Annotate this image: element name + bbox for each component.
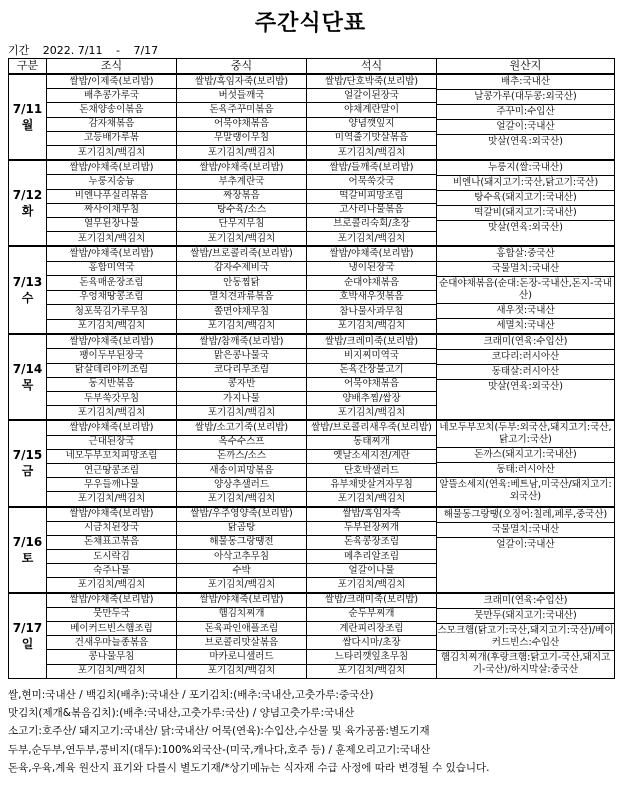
dinner-item: 쌀밥/흑임자죽 [307,507,437,522]
breakfast-item: 배추콩가루국 [47,89,177,103]
dinner-item: 옛날소세지전/계란 [307,449,437,463]
origin-item: 햄김치찌개(후랑크햄:닭고기-국산,돼지고기-국산)/하지막살:중국산 [440,651,611,675]
lunch-item: 감자수제비국 [177,261,307,275]
day-cell: 7/15 금 [9,420,47,506]
note-line: 돈육,우육,계육 원산지 표기와 다를시 별도기재/*상기메뉴는 식자재 수급 사정에 따라 변경될 수 있습니다. [8,761,490,774]
lunch-item: 포기김치/백김치 [177,578,307,593]
breakfast-item: 비엔나푸실리볶음 [47,189,177,203]
note-line: 맛김치(제개&볶음김치):(배추:국내산,고춧가루:국산) / 양념고춧가루:국내산 [8,707,355,720]
lunch-item: 해물동그랑땡전 [177,535,307,549]
breakfast-item: 홍합미역국 [47,261,177,275]
period [8,42,168,58]
period-dash: - [115,44,120,57]
menu-row [9,74,615,89]
dinner-item: 유부채맛살겨자무침 [307,478,437,492]
lunch-item: 포기김치/백김치 [177,664,307,678]
breakfast-item: 숙주나물 [47,564,177,578]
breakfast-item: 우엉채땅콩조림 [47,290,177,304]
origin-item: 비엔나(돼지고기:국산,닭고기:국산) [437,176,614,191]
lunch-item: 돈육주꾸미볶음 [177,103,307,117]
breakfast-item: 포기김치/백김치 [47,406,177,421]
lunch-item: 무말랭이무침 [177,131,307,145]
origin-item: 얼갈이:국내산 [496,538,555,550]
origin-item: 네모두부꼬치(두부:외국산,돼지고기:국산,닭고기:국산) [437,421,614,448]
header-breakfast: 조식 [47,59,177,75]
lunch-item: 수박 [177,564,307,578]
lunch-item: 버섯들깨국 [177,89,307,103]
breakfast-item: 베이커드빈스햄조림 [47,622,177,636]
dinner-item: 순두부찌개 [307,607,437,621]
lunch-item: 돈육파인애플조림 [177,622,307,636]
breakfast-item: 시금치된장국 [47,521,177,535]
lunch-item: 양상추샐러드 [177,478,307,492]
dinner-item: 브로콜리숙회/초장 [307,217,437,231]
dinner-item: 얼갈이나물 [307,564,437,578]
lunch-item: 멸치견과류볶음 [177,290,307,304]
day-cell: 7/11 월 [9,74,47,160]
lunch-item: 짜장볶음 [177,189,307,203]
dinner-item: 냉이된장국 [307,261,437,275]
day-cell: 7/13 수 [9,246,47,334]
lunch-item: 닭곰탕 [177,521,307,535]
dinner-item: 야채계란말이 [307,103,437,117]
lunch-item: 포기김치/백김치 [177,232,307,247]
lunch-item: 쌀밥/참깨죽(보리밥) [177,334,307,349]
lunch-item: 쌀밥/야채죽(보리밥) [177,593,307,608]
dinner-item: 호박새우젓볶음 [307,290,437,304]
origin-item: 크래미(연육:수입산) [437,335,614,350]
lunch-item: 부추계란국 [177,175,307,189]
dinner-item: 쌀밥/들깨죽(보리밥) [307,160,437,175]
dinner-item: 포기김치/백김치 [307,232,437,247]
dinner-item: 메추리알조림 [307,550,437,564]
origin-item: 돈까스(돼지고기:국내산) [437,448,614,463]
breakfast-item: 돈채양송이볶음 [47,103,177,117]
dinner-item: 동태찌개 [307,435,437,449]
lunch-item: 포기김치/백김치 [177,145,307,160]
dinner-item: 쌀밥/브로콜리새우죽(보리밥) [307,420,437,435]
dinner-item: 고사리나물볶음 [307,203,437,217]
dinner-item: 느타리깻잎초무침 [307,650,437,664]
breakfast-item: 쌀밥/야채죽(보리밥) [47,507,177,522]
lunch-item: 맑은콩나물국 [177,349,307,363]
menu-table [8,58,615,679]
breakfast-item: 포기김치/백김치 [47,578,177,593]
breakfast-item: 건새우마늘종볶음 [47,636,177,650]
breakfast-item: 두부쑥갓무침 [47,392,177,406]
header-dinner: 석식 [307,59,437,75]
dinner-item: 쌈다시마/초장 [307,636,437,650]
dinner-item: 포기김치/백김치 [307,145,437,160]
dinner-item: 얼갈이된장국 [307,89,437,103]
lunch-item: 마카로니샐러드 [177,650,307,664]
origin-item: 동태:러시아산 [437,463,614,478]
breakfast-item: 포기김치/백김치 [47,664,177,678]
dinner-item: 순대야채볶음 [307,276,437,290]
origin-item: 맛살(연육:외국산) [488,381,563,393]
origin-item: 날콩가루(대두콩:외국산) [437,90,614,105]
lunch-item: 포기김치/백김치 [177,406,307,421]
lunch-item: 햄김치찌개 [177,607,307,621]
notes [8,686,614,777]
origin-item: 떡갈비(돼지고기:국내산) [437,206,614,221]
breakfast-item: 포기김치/백김치 [47,232,177,247]
dinner-item: 양념깻잎지 [307,117,437,131]
lunch-item: 코다리무조림 [177,363,307,377]
dinner-item: 떡갈비피망조림 [307,189,437,203]
lunch-item: 포기김치/백김치 [177,492,307,507]
period-end: 7/17 [133,44,159,57]
note-line: 두부,순두부,연두부,콩비지(대두):100%외국산-(미국,캐나다,호주 등) / 훈제오리고기:국내산 [8,743,431,756]
breakfast-item: 팽이두부된장국 [47,349,177,363]
breakfast-item: 포기김치/백김치 [47,319,177,334]
dinner-item: 양배추찜/쌈장 [307,392,437,406]
origin-cell [437,420,615,506]
dinner-item: 어묵야채볶음 [307,377,437,391]
origin-item: 국물멸치:국내산 [437,523,614,538]
period-start: 2022. 7/11 [42,44,103,57]
lunch-item: 쌀밥/흑임자죽(보리밥) [177,74,307,89]
breakfast-item: 열무된장나물 [47,217,177,231]
origin-item: 주꾸미:수입산 [437,105,614,120]
period-label: 기간 [8,44,30,57]
header-category: 구분 [9,59,47,75]
dinner-item: 포기김치/백김치 [307,578,437,593]
breakfast-item: 쌀밥/이제죽(보리밥) [47,74,177,89]
dinner-item: 돈육간장불고기 [307,363,437,377]
origin-cell [437,74,615,160]
menu-row [9,334,615,349]
origin-item: 새우젓:국내산 [437,304,614,319]
header-origin: 원산지 [437,59,615,75]
breakfast-item: 누룽지숭늉 [47,175,177,189]
lunch-item: 어묵야채볶음 [177,117,307,131]
origin-item: 뭇만두(돼지고기:국내산) [437,609,614,624]
header-row [9,59,615,75]
origin-item: 크래미(연육:수입산) [437,594,614,609]
origin-cell [437,160,615,246]
breakfast-item: 동지반볶음 [47,377,177,391]
origin-cell [437,593,615,679]
lunch-item: 콩자반 [177,377,307,391]
day-cell: 7/16 토 [9,507,47,593]
dinner-item: 돈육콩장조림 [307,535,437,549]
menu-row [9,507,615,522]
lunch-item: 쌀밥/소고기죽(보리밥) [177,420,307,435]
menu-row [9,246,615,261]
lunch-item: 쌀밥/브로콜리죽(보리밥) [177,246,307,261]
breakfast-item: 쌀밥/야채죽(보리밥) [47,593,177,608]
menu-row [9,420,615,435]
breakfast-item: 돈채표고볶음 [47,535,177,549]
dinner-item: 포기김치/백김치 [307,664,437,678]
day-cell: 7/17 일 [9,593,47,679]
dinner-item: 쌀밥/야채죽(보리밥) [307,246,437,261]
lunch-item: 포기김치/백김치 [177,319,307,334]
breakfast-item: 고등배가루볶 [47,131,177,145]
breakfast-item: 쌀밥/야채죽(보리밥) [47,334,177,349]
lunch-item: 아삭고추무침 [177,550,307,564]
menu-row [9,593,615,608]
lunch-item: 브로콜리맛살볶음 [177,636,307,650]
origin-item: 배추:국내산 [437,75,614,90]
lunch-item: 가지나물 [177,392,307,406]
dinner-item: 쌀밥/크레미죽(보리밥) [307,334,437,349]
dinner-item: 포기김치/백김치 [307,492,437,507]
lunch-item: 안동찜닭 [177,276,307,290]
dinner-item: 단호박샐러드 [307,463,437,477]
origin-item: 탕수육(돼지고기:국내산) [437,191,614,206]
dinner-item: 쌀밥/단호박죽(보리밥) [307,74,437,89]
lunch-item: 돈까스/소스 [177,449,307,463]
origin-item: 누룽지(쌀:국내산) [437,161,614,176]
lunch-item: 탕수육/소스 [177,203,307,217]
origin-item: 홍합살:중국산 [437,247,614,262]
origin-item: 스모크햄(닭고기:국산,돼지고기:국산)/베이커드빈스:수입산 [437,624,614,651]
breakfast-item: 쌀밥/야채죽(보리밥) [47,160,177,175]
origin-cell [437,246,615,334]
origin-cell [437,507,615,593]
breakfast-item: 무우들깨나물 [47,478,177,492]
breakfast-item: 콩나물무침 [47,650,177,664]
day-cell: 7/14 목 [9,334,47,420]
dinner-item: 포기김치/백김치 [307,406,437,421]
lunch-item: 쌀밥/야채죽(보리밥) [177,160,307,175]
breakfast-item: 감자채볶음 [47,117,177,131]
lunch-item: 쌀밥/우주영양죽(보리밥) [177,507,307,522]
dinner-item: 비지찌미역국 [307,349,437,363]
breakfast-item: 짜사이채무침 [47,203,177,217]
note-line: 쌀,현미:국내산 / 백김치(배추):국내산 / 포기김치:(배추:국내산,고춧가루:중국산) [8,689,374,701]
header-lunch: 중식 [177,59,307,75]
breakfast-item: 포기김치/백김치 [47,145,177,160]
dinner-item: 쌀밥/크래미죽(보리밥) [307,593,437,608]
dinner-item: 참나물사과무침 [307,305,437,319]
origin-item: 해물동그랑땡(오징어:칠레,페루,중국산) [437,508,614,523]
breakfast-item: 쌀밥/야채죽(보리밥) [47,420,177,435]
breakfast-item: 뭇만두국 [47,607,177,621]
dinner-item: 포기김치/백김치 [307,319,437,334]
breakfast-item: 도시락김 [47,550,177,564]
origin-item: 순대야채볶음(순대:돈장-국내산,돈지-국내산) [437,277,614,304]
origin-item: 맛살(연육:외국산) [488,222,563,234]
dinner-item: 어묵쑥갓국 [307,175,437,189]
menu-row [9,160,615,175]
breakfast-item: 네모두부꼬치피망조림 [47,449,177,463]
origin-cell [437,334,615,420]
breakfast-item: 돈육매운장조림 [47,276,177,290]
day-cell: 7/12 화 [9,160,47,246]
origin-item: 세멸치:국내산 [496,320,555,332]
note-line: 소고기:호주산/ 돼지고기:국내산/ 닭:국내산/ 어묵(연육):수입산,수산물 및 육가공품:별도기재 [8,725,430,738]
page-title: 주간식단표 [254,11,367,36]
lunch-item: 옥수수스프 [177,435,307,449]
origin-item: 얼갈이:국내산 [437,120,614,135]
breakfast-item: 포기김치/백김치 [47,492,177,507]
origin-item: 국물멸치:국내산 [437,262,614,277]
breakfast-item: 연근땅콩조림 [47,463,177,477]
origin-item: 맛살(연육:외국산) [488,136,563,147]
lunch-item: 새송이피망볶음 [177,463,307,477]
origin-item: 알뜰소세지(연육:베트남,미국산/돼지고기:외국산) [439,479,612,503]
menu-body [9,74,615,678]
lunch-item: 쫄면야채무침 [177,305,307,319]
dinner-item: 계란피리장조림 [307,622,437,636]
dinner-item: 미역줄기맛살볶음 [307,131,437,145]
origin-item: 동태살:러시아산 [437,365,614,380]
breakfast-item: 근대된장국 [47,435,177,449]
origin-item: 코다리:러시아산 [437,350,614,365]
dinner-item: 두부된장찌개 [307,521,437,535]
lunch-item: 단무지무침 [177,217,307,231]
breakfast-item: 닭살데리야끼조림 [47,363,177,377]
breakfast-item: 청포묵김가루무침 [47,305,177,319]
breakfast-item: 쌀밥/야채죽(보리밥) [47,246,177,261]
